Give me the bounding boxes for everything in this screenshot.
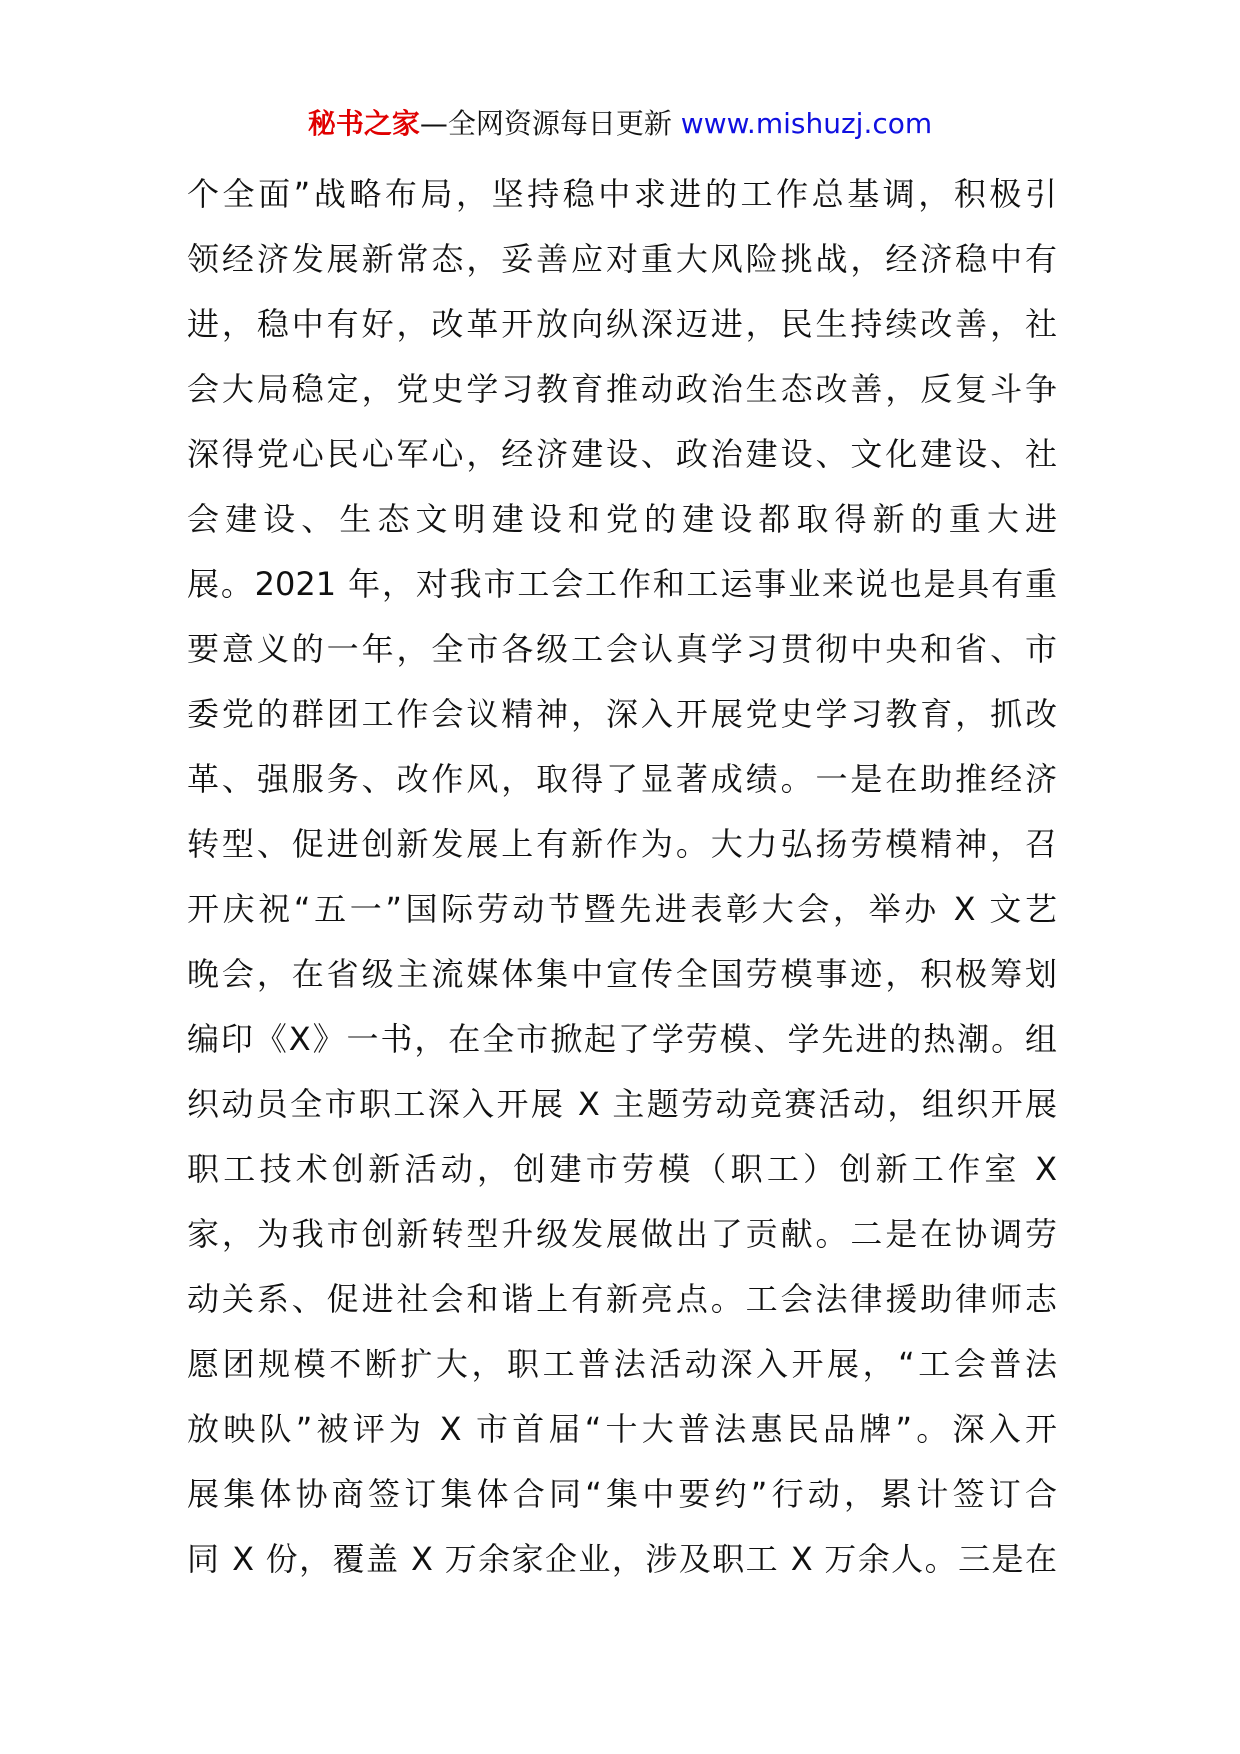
body-line: 深得党心民心军心，经济建设、政治建设、文化建设、社 xyxy=(187,435,1057,473)
body-line: 会大局稳定，党史学习教育推动政治生态改善，反复斗争 xyxy=(187,370,1057,408)
body-line: 转型、促进创新发展上有新作为。大力弘扬劳模精神，召 xyxy=(187,825,1057,863)
body-line: 愿团规模不断扩大，职工普法活动深入开展，“工会普法 xyxy=(187,1345,1057,1383)
body-line: 同 X 份，覆盖 X 万余家企业，涉及职工 X 万余人。三是在 xyxy=(187,1540,1057,1578)
body-line: 放映队”被评为 X 市首届“十大普法惠民品牌”。深入开 xyxy=(187,1410,1057,1448)
body-line: 会建设、生态文明建设和党的建设都取得新的重大进 xyxy=(187,500,1057,538)
body-line: 委党的群团工作会议精神，深入开展党史学习教育，抓改 xyxy=(187,695,1057,733)
site-brand: 秘书之家 xyxy=(307,107,420,140)
body-line: 展集体协商签订集体合同“集中要约”行动，累计签订合 xyxy=(187,1475,1057,1513)
body-line: 革、强服务、改作风，取得了显著成绩。一是在助推经济 xyxy=(187,760,1057,798)
body-line: 家，为我市创新转型升级发展做出了贡献。二是在协调劳 xyxy=(187,1215,1057,1253)
body-line: 进，稳中有好，改革开放向纵深迈进，民生持续改善，社 xyxy=(187,305,1057,343)
body-line: 织动员全市职工深入开展 X 主题劳动竞赛活动，组织开展 xyxy=(187,1085,1057,1123)
body-line: 领经济发展新常态，妥善应对重大风险挑战，经济稳中有 xyxy=(187,240,1057,278)
body-line: 展。2021 年，对我市工会工作和工运事业来说也是具有重 xyxy=(187,565,1057,603)
body-line: 个全面”战略布局，坚持稳中求进的工作总基调，积极引 xyxy=(187,175,1057,213)
body-line: 晚会，在省级主流媒体集中宣传全国劳模事迹，积极筹划 xyxy=(187,955,1057,993)
page-header xyxy=(0,104,1240,144)
body-line: 职工技术创新活动，创建市劳模（职工）创新工作室 X xyxy=(187,1150,1057,1188)
site-url-link[interactable]: www.mishuzj.com xyxy=(680,107,933,140)
body-line: 编印《X》一书，在全市掀起了学劳模、学先进的热潮。组 xyxy=(187,1020,1057,1058)
body-line: 要意义的一年，全市各级工会认真学习贯彻中央和省、市 xyxy=(187,630,1057,668)
body-line: 开庆祝“五一”国际劳动节暨先进表彰大会，举办 X 文艺 xyxy=(187,890,1057,928)
body-line: 动关系、促进社会和谐上有新亮点。工会法律援助律师志 xyxy=(187,1280,1057,1318)
site-slogan: —全网资源每日更新 xyxy=(419,107,672,140)
document-body xyxy=(187,162,1057,1592)
